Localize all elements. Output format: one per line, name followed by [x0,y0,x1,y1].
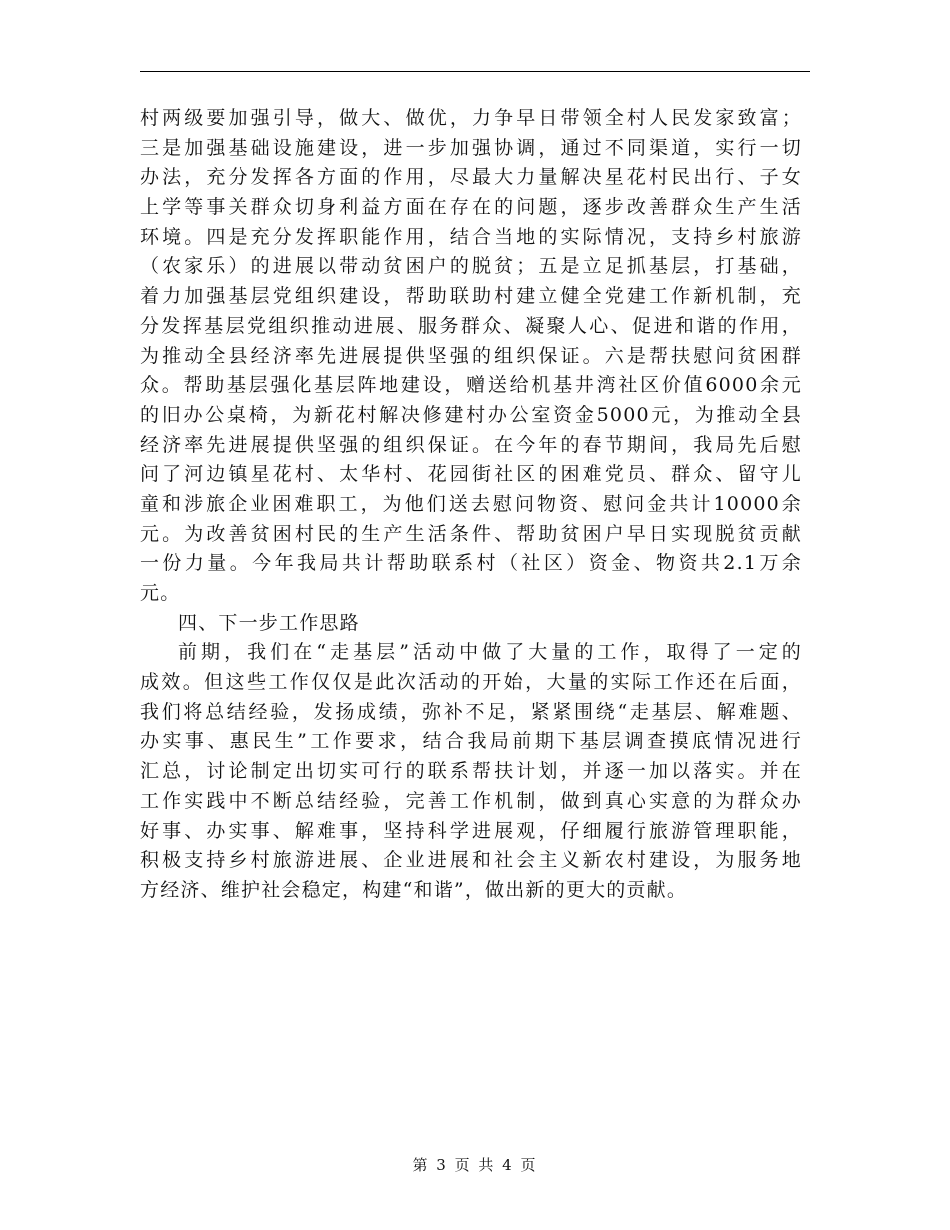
text-line: 的旧办公桌椅，为新花村解决修建村办公室资金5000元，为推动全县 [140,403,802,426]
text-line: 分发挥基层党组织推动进展、服务群众、凝聚人心、促进和谐的作用， [140,314,802,337]
text-line: 众。帮助基层强化基层阵地建设，赠送给机基井湾社区价值6000余元 [140,374,802,397]
text-line: 成效。但这些工作仅仅是此次活动的开始，大量的实际工作还在后面， [140,671,802,694]
text-line: 上学等事关群众切身利益方面在存在的问题，逐步改善群众生产生活 [140,196,802,219]
text-line: 问了河边镇星花村、太华村、花园街社区的困难党员、群众、留守儿 [140,463,802,486]
text-line: 着力加强基层党组织建设，帮助联助村建立健全党建工作新机制，充 [140,285,802,308]
text-line: 方经济、维护社会稳定，构建“和谐”，做出新的更大的贡献。 [140,878,688,901]
page-number-footer: 第 3 页 共 4 页 [412,1156,538,1174]
text-line: 汇总，讨论制定出切实可行的联系帮扶计划，并逐一加以落实。并在 [140,760,802,783]
text-line: 元。 [140,582,181,604]
text-line: 元。为改善贫困村民的生产生活条件、帮助贫困户早日实现脱贫贡献 [140,522,802,545]
text-line: 三是加强基础设施建设，进一步加强协调，通过不同渠道，实行一切 [140,136,802,159]
text-line: 一份力量。今年我局共计帮助联系村（社区）资金、物资共2.1万余 [140,552,802,575]
text-line: 经济率先进展提供坚强的组织保证。在今年的春节期间，我局先后慰 [140,433,802,456]
text-line: 为推动全县经济率先进展提供坚强的组织保证。六是帮扶慰问贫困群 [140,344,802,367]
text-line: 办实事、惠民生”工作要求，结合我局前期下基层调查摸底情况进行 [140,730,802,753]
text-line: 童和涉旅企业困难职工，为他们送去慰问物资、慰问金共计10000余 [140,492,802,515]
text-line: 前期，我们在“走基层”活动中做了大量的工作，取得了一定的 [178,641,802,664]
text-line: 我们将总结经验，发扬成绩，弥补不足，紧紧围绕“走基层、解难题、 [140,700,802,723]
text-line: 好事、办实事、解难事，坚持科学进展观，仔细履行旅游管理职能， [140,819,802,842]
text-line: （农家乐）的进展以带动贫困户的脱贫；五是立足抓基层，打基础， [140,255,802,278]
document-body [140,104,802,906]
header-rule [140,71,810,72]
section-heading: 四、下一步工作思路 [178,611,360,634]
text-line: 工作实践中不断总结经验，完善工作机制，做到真心实意的为群众办 [140,789,802,812]
text-line: 积极支持乡村旅游进展、企业进展和社会主义新农村建设，为服务地 [140,849,802,872]
text-line: 村两级要加强引导，做大、做优，力争早日带领全村人民发家致富； [140,107,802,129]
text-line: 办法，充分发挥各方面的作用，尽最大力量解决星花村民出行、子女 [140,166,802,189]
text-line: 环境。四是充分发挥职能作用，结合当地的实际情况，支持乡村旅游 [140,225,802,248]
